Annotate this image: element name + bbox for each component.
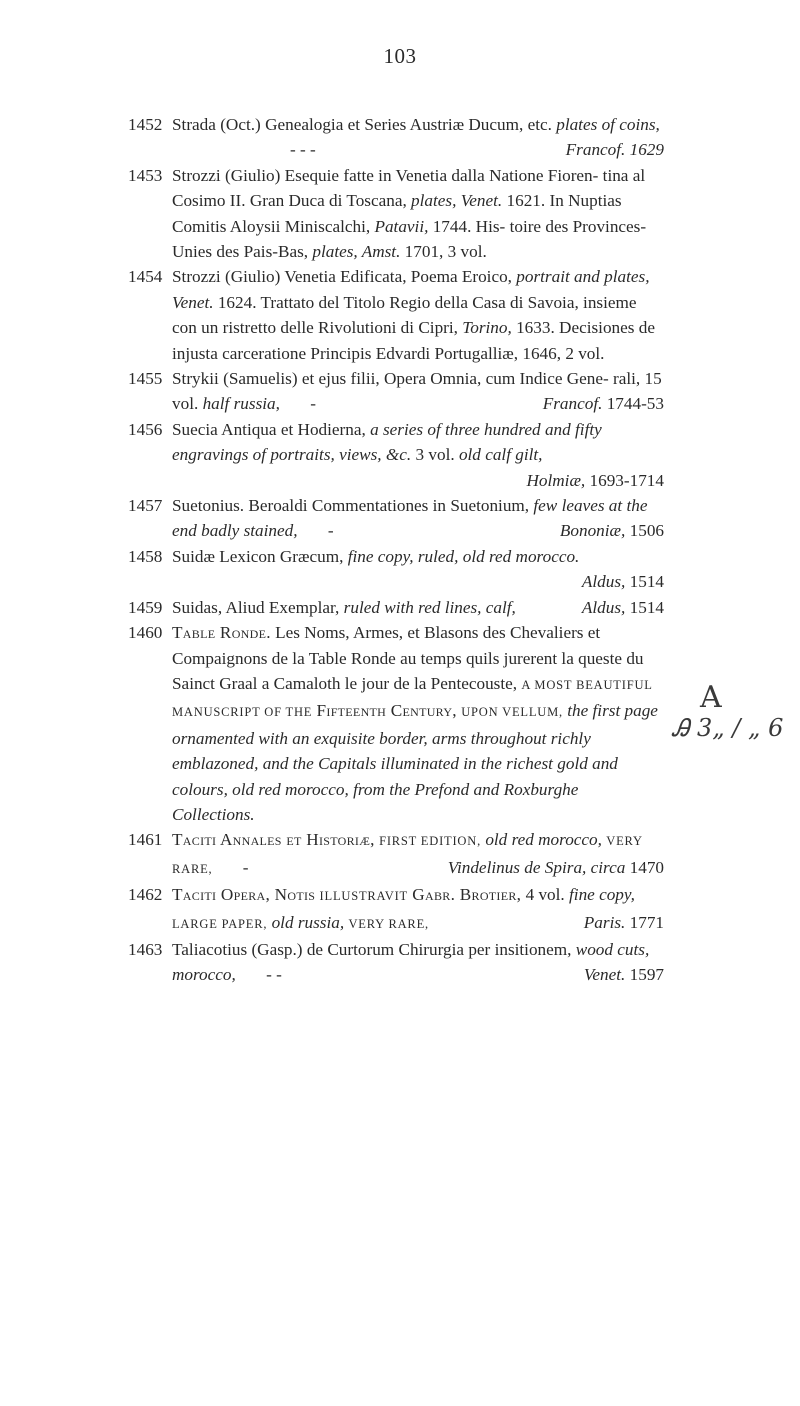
entry-1461	[128, 827, 664, 882]
small-caps-text: Gabr. Brotier,	[412, 885, 522, 905]
entry-text	[172, 544, 664, 595]
imprint-date: 1470	[629, 857, 664, 877]
entry-1459	[128, 595, 664, 620]
text: Strozzi (Giulio) Esequie fatte in Venetia dalla Natione Fioren- tina al Cosimo II. Gran Duca di Toscana,	[172, 165, 646, 211]
annotation-price: Ꭿ 3„ / „ 6	[672, 714, 784, 742]
text: 1624. Trattato del Titolo Regio della Casa di Savoia, insieme con un ristretto delle Rivolutioni di Cipri,	[172, 292, 637, 338]
entry-1454	[128, 264, 664, 366]
lot-number: 1462	[128, 885, 163, 905]
annotation-letter: A	[700, 680, 722, 715]
small-caps-text: FIRST EDITION,	[379, 834, 482, 849]
imprint-place: Paris.	[583, 912, 626, 932]
entry-text	[172, 112, 664, 163]
italic-text: ruled with red lines, calf,	[343, 597, 516, 617]
lot-number: 1454	[128, 267, 163, 287]
imprint-date: 1514	[629, 572, 664, 592]
text: Strozzi (Giulio) Venetia Edificata, Poema Eroico,	[172, 267, 512, 287]
text: 4 vol.	[525, 885, 565, 905]
italic-text: old calf gilt,	[458, 445, 543, 465]
text: Suecia Antiqua et Hodierna,	[172, 419, 366, 439]
leader-dash: -	[242, 857, 249, 877]
entry-text	[172, 264, 664, 366]
text: Suidæ Lexicon Græcum,	[172, 546, 344, 566]
entry-text	[172, 163, 664, 265]
small-caps-text: UPON VELLUM,	[461, 705, 563, 720]
small-caps-text: A MOST BEAUTIFUL MANUSCRIPT OF THE	[172, 677, 653, 720]
italic-text: few leaves at the end badly stained,	[172, 496, 648, 541]
imprint-place: Vindelinus de Spira, circa	[447, 857, 626, 877]
italic-text: fine copy,	[569, 885, 635, 905]
italic-text: half russia,	[202, 394, 280, 414]
italic-text: the first page ornamented with an exquisite border, arms throughout richly emblazoned, and the Capitals illuminated in the richest gold and colours, old red morocco, from the Prefond and Roxburghe Collections.	[172, 701, 658, 824]
lot-number: 1456	[128, 419, 163, 439]
lot-number: 1455	[128, 369, 163, 389]
entry-1455	[128, 366, 664, 417]
lot-number: 1460	[128, 623, 163, 643]
italic-text: Torino,	[462, 318, 512, 338]
entry-text	[172, 366, 664, 417]
entry-text	[172, 493, 664, 544]
small-caps-heading: Taciti Opera, Notis	[172, 885, 316, 905]
lot-number: 1461	[128, 830, 163, 850]
small-caps-text: LARGE PAPER,	[172, 916, 268, 931]
description: plates of coins,	[556, 115, 660, 134]
text: 1744. His- toire des Provinces-Unies des Pais-Bas,	[172, 216, 647, 262]
small-caps-text: ILLUSTRAVIT	[319, 889, 408, 904]
italic-text: a series of three hundred and fifty engravings of portraits, views, &c.	[172, 419, 602, 465]
page-number: 103	[383, 44, 417, 68]
text: Taliacotius (Gasp.) de Curtorum Chirurgia per insitionem,	[172, 939, 572, 959]
lot-number: 1453	[128, 165, 163, 185]
italic-text: old red morocco,	[485, 830, 602, 850]
small-caps-text: VERY RARE,	[172, 834, 643, 876]
entry-1458	[128, 544, 664, 595]
catalogue-entries	[128, 112, 664, 988]
leader-dashes: - -	[266, 965, 282, 985]
italic-text: plates, Amst.	[312, 242, 401, 262]
entry-1457	[128, 493, 664, 544]
leader-dash: -	[327, 521, 334, 541]
lot-number: 1452	[128, 115, 163, 134]
text: 1701, 3 vol.	[404, 242, 487, 262]
small-caps-text: Fifteenth Century,	[316, 701, 457, 721]
handwritten-price-note	[672, 680, 792, 750]
text: 1621. In Nuptias Comitis Aloysii Miniscalchi,	[172, 191, 622, 236]
lot-number: 1463	[128, 939, 163, 959]
imprint-row	[172, 137, 664, 162]
small-caps-text: VERY RARE,	[348, 916, 429, 931]
entry-1453	[128, 163, 664, 265]
entry-text	[172, 595, 664, 620]
imprint-place: Aldus,	[581, 572, 626, 592]
imprint-date: 1597	[629, 965, 664, 985]
text: 1633. Decisiones de injusta carceratione Principis Edvardi Portugalliæ, 1646, 2 vol.	[172, 318, 655, 363]
italic-text: wood cuts, morocco,	[172, 939, 650, 985]
leader-dashes: - - -	[290, 140, 316, 160]
leader-dash: -	[310, 394, 316, 414]
italic-text: fine copy, ruled, old red morocco.	[347, 546, 580, 566]
entry-text	[172, 827, 664, 882]
text: Suetonius. Beroaldi Commentationes in Suetonium,	[172, 496, 530, 516]
imprint-place: Francof.	[542, 394, 603, 414]
entry-text	[172, 417, 664, 493]
entry-1460	[128, 620, 664, 827]
imprint-place: Aldus,	[581, 597, 626, 617]
text: 3 vol.	[415, 445, 455, 465]
italic-text: plates, Venet.	[411, 191, 503, 211]
imprint-place: Bononiæ,	[559, 521, 626, 541]
italic-text: portrait and plates, Venet.	[172, 267, 650, 312]
title: Strada (Oct.) Genealogia et Series Austriæ Ducum, etc.	[172, 115, 552, 134]
text: Suidas, Aliud Exemplar,	[172, 597, 340, 617]
imprint-place: Venet.	[583, 965, 626, 985]
imprint-date: 1771	[629, 912, 664, 932]
imprint: Francof. 1629	[565, 140, 664, 160]
text: Les Noms, Armes, et Blasons des Chevaliers et Compaignons de la Table Ronde au temps quils jurerent la queste du Sainct Graal a Camaloth le jour de la Pentecouste,	[172, 623, 644, 693]
entry-1456	[128, 417, 664, 493]
imprint-date: 1514	[629, 597, 664, 617]
italic-text: Patavii,	[374, 216, 429, 236]
imprint-date: 1693-1714	[589, 470, 664, 490]
lot-number: 1458	[128, 546, 163, 566]
entry-1463	[128, 937, 664, 988]
italic-text: old russia,	[271, 912, 345, 932]
small-caps-heading: Taciti Annales et Historiæ,	[172, 830, 375, 850]
small-caps-heading: Table Ronde.	[172, 623, 271, 643]
imprint-date: 1744-53	[606, 394, 664, 414]
lot-number: 1459	[128, 597, 163, 617]
lot-number: 1457	[128, 496, 163, 516]
entry-1462	[128, 882, 664, 937]
text: Strykii (Samuelis) et ejus filii, Opera Omnia, cum Indice Gene- rali, 15 vol.	[172, 369, 662, 414]
entry-text	[172, 882, 664, 937]
imprint-date: 1506	[629, 521, 664, 541]
entry-text	[172, 937, 664, 988]
entry-text	[172, 620, 664, 827]
entry-1452	[128, 112, 664, 163]
imprint-place: Holmiæ,	[526, 470, 586, 490]
